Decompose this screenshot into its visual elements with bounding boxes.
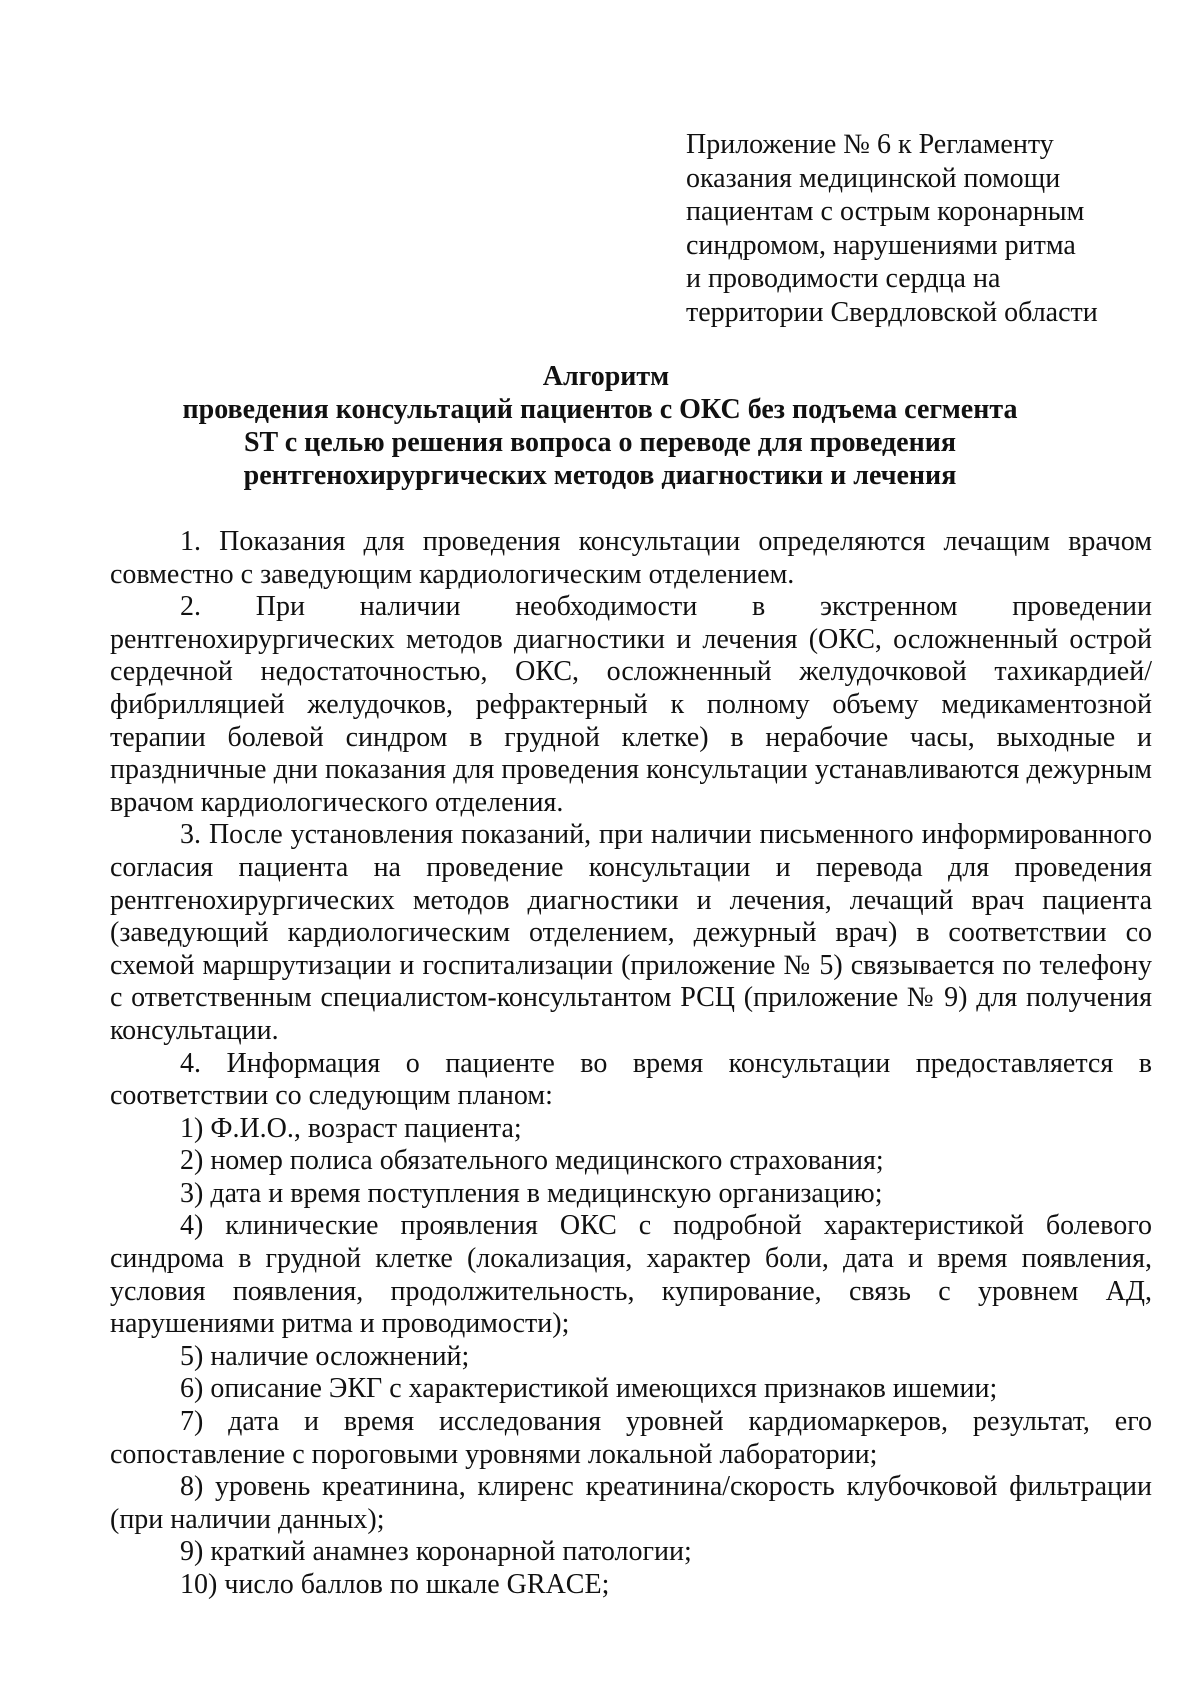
paragraph-3: 3. После установления показаний, при наличии письменного информированного согласия пациента на проведение консультации и перевода для проведения рентгенохирургических методов диагностики и лечения, лечащий врач пациента (заведующий кардиологическим отделением, дежурный врач) в соответствии со схемой маршрутизации и госпитализации (приложение № 5) связывается по телефону с ответственным специалистом-консультантом РСЦ (приложение № 9) для получения консультации. xyxy=(110,819,1152,1046)
appendix-header xyxy=(686,128,1156,329)
paragraph-1: 1. Показания для проведения консультации определяются лечащим врачом совместно с заведующим кардиологическим отделением. xyxy=(110,526,1152,590)
appendix-line: территории Свердловской области xyxy=(686,296,1098,328)
plan-item-5: 5) наличие осложнений; xyxy=(180,1340,470,1372)
plan-item-3: 3) дата и время поступления в медицинскую организацию; xyxy=(180,1177,883,1209)
plan-item-10: 10) число баллов по шкале GRACE; xyxy=(180,1569,610,1600)
appendix-line: синдромом, нарушениями ритма xyxy=(686,229,1076,261)
plan-item-4: 4) клинические проявления ОКС с подробной характеристикой болевого синдрома в грудной клетке (локализация, характер боли, дата и время появления, условия появления, продолжительность, купирование, связь с уровнем АД, нарушениями ритма и проводимости); xyxy=(110,1210,1152,1340)
paragraph-4: 4. Информация о пациенте во время консультации предоставляется в соответствии со следующим планом: xyxy=(110,1047,1152,1112)
document-title xyxy=(150,360,1050,492)
plan-item-2: 2) номер полиса обязательного медицинского страхования; xyxy=(180,1145,884,1177)
plan-item-1: 1) Ф.И.О., возраст пациента; xyxy=(180,1112,522,1144)
appendix-line: пациентам с острым коронарным xyxy=(686,196,1085,227)
title-heading: Алгоритм xyxy=(542,361,670,392)
appendix-line: оказания медицинской помощи xyxy=(686,162,1061,194)
plan-item-9: 9) краткий анамнез коронарной патологии; xyxy=(180,1536,692,1568)
document-body xyxy=(110,526,1152,1602)
title-subheading-line: рентгенохирургических методов диагностики и лечения xyxy=(243,460,957,491)
plan-item-6: 6) описание ЭКГ с характеристикой имеющихся признаков ишемии; xyxy=(180,1373,998,1405)
title-subheading-line: ST с целью решения вопроса о переводе для проведения xyxy=(243,427,957,458)
plan-item-8: 8) уровень креатинина, клиренс креатинина/скорость клубочковой фильтрации (при наличии данных); xyxy=(110,1471,1152,1535)
title-subheading-line: проведения консультаций пациентов с ОКС без подъема сегмента xyxy=(182,394,1018,425)
plan-item-7: 7) дата и время исследования уровней кардиомаркеров, результат, его сопоставление с пороговыми уровнями локальной лаборатории; xyxy=(110,1406,1152,1470)
appendix-line: и проводимости сердца на xyxy=(686,263,1001,294)
paragraph-2: 2. При наличии необходимости в экстренном проведении рентгенохирургических методов диагностики и лечения (ОКС, осложненный острой сердечной недостаточностью, ОКС, осложненный желудочковой тахикардией/фибрилляцией желудочков, рефрактерный к полному объему медикаментозной терапии болевой синдром в грудной клетке) в нерабочие часы, выходные и праздничные дни показания для проведения консультации устанавливаются дежурным врачом кардиологического отделения. xyxy=(110,591,1152,818)
appendix-line: Приложение № 6 к Регламенту xyxy=(686,129,1054,160)
